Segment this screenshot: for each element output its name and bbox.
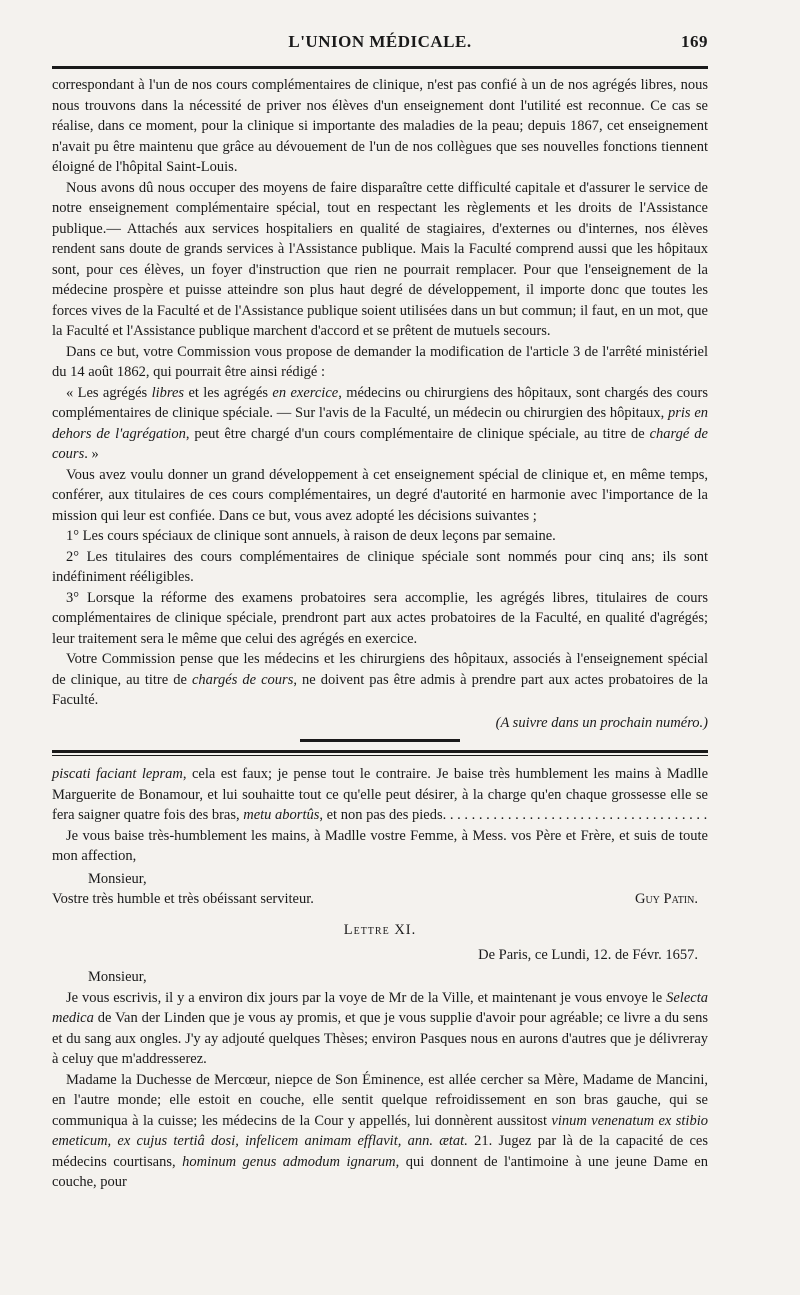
- decision-item: 3° Lorsque la réforme des examens probatoires sera accomplie, les agrégés libres, titulaires de cours complémentaires de clinique spéciale, prendront part aux actes probatoires de la Faculté, en qualité d'agrégés; leur traitement sera le même que celui des agrégés en exercice.: [52, 589, 708, 647]
- paragraph: Je vous escrivis, il y a environ dix jours par la voye de Mr de la Ville, et maintenant je vous envoye le Selecta medica de Van der Linden que je vous ay promis, et que je vous supplie d'avoir pour agréable; ce livre a du sens et du sang aux ongles. J'y ay adjouté quelques Thèses; environ Pasques nous en aurons d'autres que je délivreray à celuy que m'addresserez.: [52, 989, 708, 1067]
- paragraph: piscati faciant lepram, cela est faux; je pense tout le contraire. Je baise très humblement les mains à Madlle Marguerite de Bonamour, et lui souhaitte tout ce qu'elle peut désirer, à la charge qu'en chaque grossesse elle se fera saigner quatre fois des bras, metu abortûs, et non pas des pieds. . . . . . . . . . . . . . . . . . . . . . . . . . . . . . . . . . . . .: [52, 766, 708, 823]
- salutation: Monsieur,: [88, 969, 147, 985]
- letter-date: De Paris, ce Lundi, 12. de Févr. 1657.: [478, 946, 698, 963]
- patin-letters: [52, 764, 708, 1193]
- paragraph: Je vous baise très-humblement les mains, à Madlle vostre Femme, à Mess. vos Père et Frère, et suis de toute mon affection,: [52, 827, 708, 864]
- page-number: 169: [681, 32, 708, 51]
- paragraph: Vous avez voulu donner un grand développement à cet enseignement spécial de clinique et, en même temps, conférer, aux titulaires de ces cours complémentaires, un degré d'autorité en harmonie avec l'importance de la mission qui leur est confiée. Dans ce but, vous avez adopté les décisions suivantes ;: [52, 466, 708, 524]
- feuilleton-divider: [52, 750, 708, 756]
- letter-closing: [52, 889, 708, 910]
- letter-title: Lettre XI.: [343, 921, 417, 938]
- decision-item: 2° Les titulaires des cours complémentaires de clinique spéciale sont nommés pour cinq ans; ils sont indéfiniment rééligibles.: [52, 548, 708, 585]
- paragraph: Madame la Duchesse de Mercœur, niepce de Son Éminence, est allée cercher sa Mère, Madame de Mancini, en l'autre monde; elle estoit en couche, elle sentit quelque refroidissement en son bras gauche, qui se communiqua à la cuisse; les médecins de la Cour y appellés, lui donnèrent aussitost vinum venenatum ex stibio emeticum, ex cujus tertiâ dosi, infelicem animam efflavit, ann. ætat. 21. Jugez par là de la capacité de ces médecins courtisans, hominum genus admodum ignarum, qui donnent de l'antimoine à une jeune Dame en couche, pour: [52, 1071, 708, 1190]
- header-rule: [52, 66, 708, 69]
- running-title: L'UNION MÉDICALE.: [288, 32, 472, 51]
- page-header: [52, 32, 708, 60]
- signature: Guy Patin.: [634, 891, 698, 907]
- salutation: Monsieur,: [88, 870, 147, 887]
- paragraph: Dans ce but, votre Commission vous propose de demander la modification de l'article 3 de l'arrêté ministériel du 14 août 1862, qui pourrait être ainsi rédigé :: [52, 343, 708, 380]
- paragraph: Votre Commission pense que les médecins et les chirurgiens des hôpitaux, associés à l'enseignement spécial de clinique, au titre de chargés de cours, ne doivent pas être admis à prendre part aux actes probatoires de la Faculté.: [52, 651, 708, 708]
- decision-item: 1° Les cours spéciaux de clinique sont annuels, à raison de deux leçons par semaine.: [66, 528, 556, 544]
- paragraph: Nous avons dû nous occuper des moyens de faire disparaître cette difficulté capitale et d'assurer le service de notre enseignement complémentaire spécial, tout en respectant les règlements et les droits de l'Assistance publique.— Attachés aux services hospitaliers en qualité de stagiaires, d'externes ou d'internes, nos élèves rendent sans doute de grands services à l'Assistance publique. Mais la Faculté comprend aussi que les hôpitaux sont, pour ces élèves, un foyer d'instruction que rien ne pourrait remplacer. Pour que l'enseignement de la médecine prospère et puisse atteindre son plus haut degré de développement, il importe donc que toutes les forces vives de la Faculté et de l'Assistance publique soient utilisées dans un but commun; il faut, en un mot, que la Faculté et l'Assistance publique marchent d'accord et se prêtent de mutuels secours.: [52, 179, 708, 339]
- continuation-note: (A suivre dans un prochain numéro.): [495, 714, 708, 731]
- commission-report: [52, 75, 708, 742]
- section-end-rule: [300, 739, 460, 742]
- proposed-article-text: « Les agrégés libres et les agrégés en exercice, médecins ou chirurgiens des hôpitaux, sont chargés des cours complémentaires de clinique spéciale. — Sur l'avis de la Faculté, un médecin ou chirurgien des hôpitaux, pris en dehors de l'agrégation, peut être chargé d'un cours complémentaire de clinique spéciale, au titre de chargé de cours. »: [52, 384, 709, 462]
- paragraph: correspondant à l'un de nos cours complémentaires de clinique, n'est pas confié à un de nos agrégés libres, nous nous trouvons dans la nécessité de priver nos élèves d'un enseignement dont l'utilité est reconnue. Ce cas se réalise, dans ce moment, pour la clinique si importante des maladies de la peau; depuis 1867, cet enseignement n'avait pu être maintenu que grâce au dévouement de l'un de nos collègues que ses nouvelles fonctions tiennent éloigné de l'hôpital Saint-Louis.: [52, 77, 708, 175]
- closing-text: Vostre très humble et très obéissant serviteur.: [52, 891, 314, 907]
